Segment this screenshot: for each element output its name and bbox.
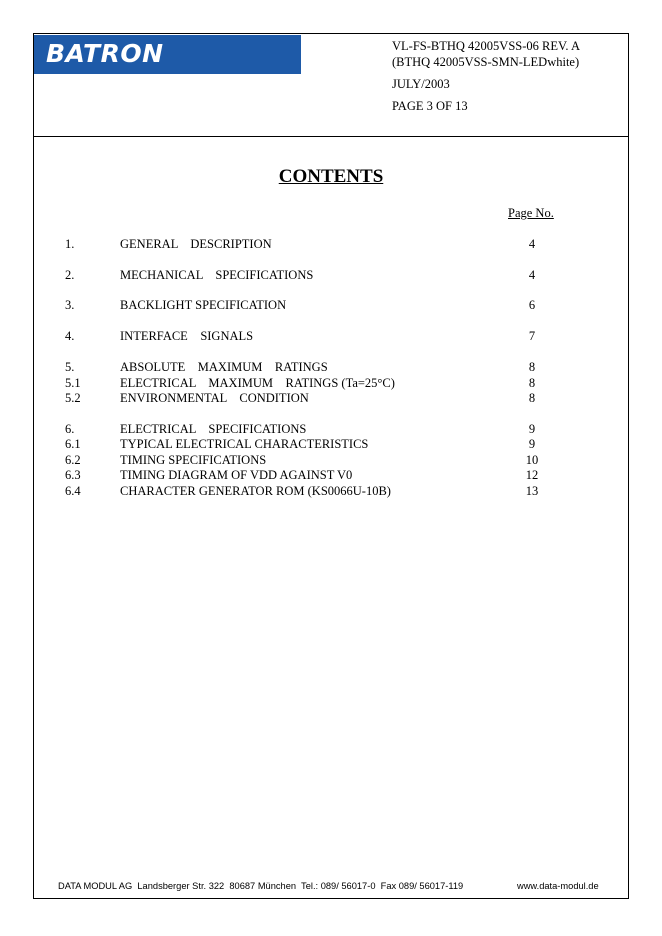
toc-page-number: 9 xyxy=(528,422,536,436)
toc-row xyxy=(0,375,662,391)
page-no-column-header: Page No. xyxy=(508,206,554,220)
toc-section-number: 1. xyxy=(65,237,75,251)
toc-section-number: 6.4 xyxy=(65,484,81,498)
toc-row xyxy=(0,452,662,468)
toc-section-title: TIMING DIAGRAM OF VDD AGAINST V0 xyxy=(120,468,353,482)
toc-section-title: ELECTRICAL MAXIMUM RATINGS (Ta=25°C) xyxy=(120,376,395,390)
toc-page-number: 6 xyxy=(528,298,536,312)
header-divider xyxy=(33,136,629,137)
toc-section-title: ABSOLUTE MAXIMUM RATINGS xyxy=(120,360,328,374)
toc-section-title: BACKLIGHT SPECIFICATION xyxy=(120,298,287,312)
toc-section-title: ENVIRONMENTAL CONDITION xyxy=(120,391,309,405)
document-code: VL-FS-BTHQ 42005VSS-06 REV. A xyxy=(392,39,580,53)
toc-section-number: 5.1 xyxy=(65,376,81,390)
toc-section-title: ELECTRICAL SPECIFICATIONS xyxy=(120,422,307,436)
toc-page-number: 10 xyxy=(525,453,539,467)
toc-section-title: GENERAL DESCRIPTION xyxy=(120,237,272,251)
toc-section-number: 6.3 xyxy=(65,468,81,482)
document-info xyxy=(392,38,580,114)
toc-section-number: 6.2 xyxy=(65,453,81,467)
footer-company-info: DATA MODUL AG Landsberger Str. 322 80687 München Tel.: 089/ 56017-0 Fax 089/ 56017-119 xyxy=(58,881,464,891)
footer-website: www.data-modul.de xyxy=(517,881,599,891)
toc-row xyxy=(0,297,662,313)
toc-row xyxy=(0,236,662,252)
toc-section-title: CHARACTER GENERATOR ROM (KS0066U-10B) xyxy=(120,484,391,498)
page-indicator: PAGE 3 OF 13 xyxy=(392,99,468,113)
toc-row xyxy=(0,390,662,406)
toc-page-number: 7 xyxy=(528,329,536,343)
toc-section-number: 5. xyxy=(65,360,75,374)
toc-section-number: 5.2 xyxy=(65,391,81,405)
toc-row xyxy=(0,328,662,344)
toc-section-title: MECHANICAL SPECIFICATIONS xyxy=(120,268,314,282)
toc-page-number: 8 xyxy=(528,360,536,374)
document-model: (BTHQ 42005VSS-SMN-LEDwhite) xyxy=(392,55,580,69)
toc-page-number: 8 xyxy=(528,376,536,390)
toc-section-number: 2. xyxy=(65,268,75,282)
toc-page-number: 4 xyxy=(528,237,536,251)
document-date: JULY/2003 xyxy=(392,77,450,91)
toc-section-title: TYPICAL ELECTRICAL CHARACTERISTICS xyxy=(120,437,369,451)
toc-row xyxy=(0,267,662,283)
toc-page-number: 9 xyxy=(528,437,536,451)
toc-section-number: 4. xyxy=(65,329,75,343)
toc-row xyxy=(0,436,662,452)
toc-page-number: 12 xyxy=(525,468,539,482)
toc-page-number: 4 xyxy=(528,268,536,282)
toc-section-title: TIMING SPECIFICATIONS xyxy=(120,453,267,467)
contents-title: CONTENTS xyxy=(278,166,384,187)
toc-section-number: 3. xyxy=(65,298,75,312)
toc-page-number: 13 xyxy=(525,484,539,498)
logo-text: BATRON xyxy=(46,39,164,68)
toc-section-title: INTERFACE SIGNALS xyxy=(120,329,254,343)
batron-logo xyxy=(34,35,301,74)
toc-row xyxy=(0,421,662,437)
toc-page-number: 8 xyxy=(528,391,536,405)
toc-section-number: 6. xyxy=(65,422,75,436)
toc-row xyxy=(0,467,662,483)
toc-row xyxy=(0,359,662,375)
toc-section-number: 6.1 xyxy=(65,437,81,451)
toc-row xyxy=(0,483,662,499)
